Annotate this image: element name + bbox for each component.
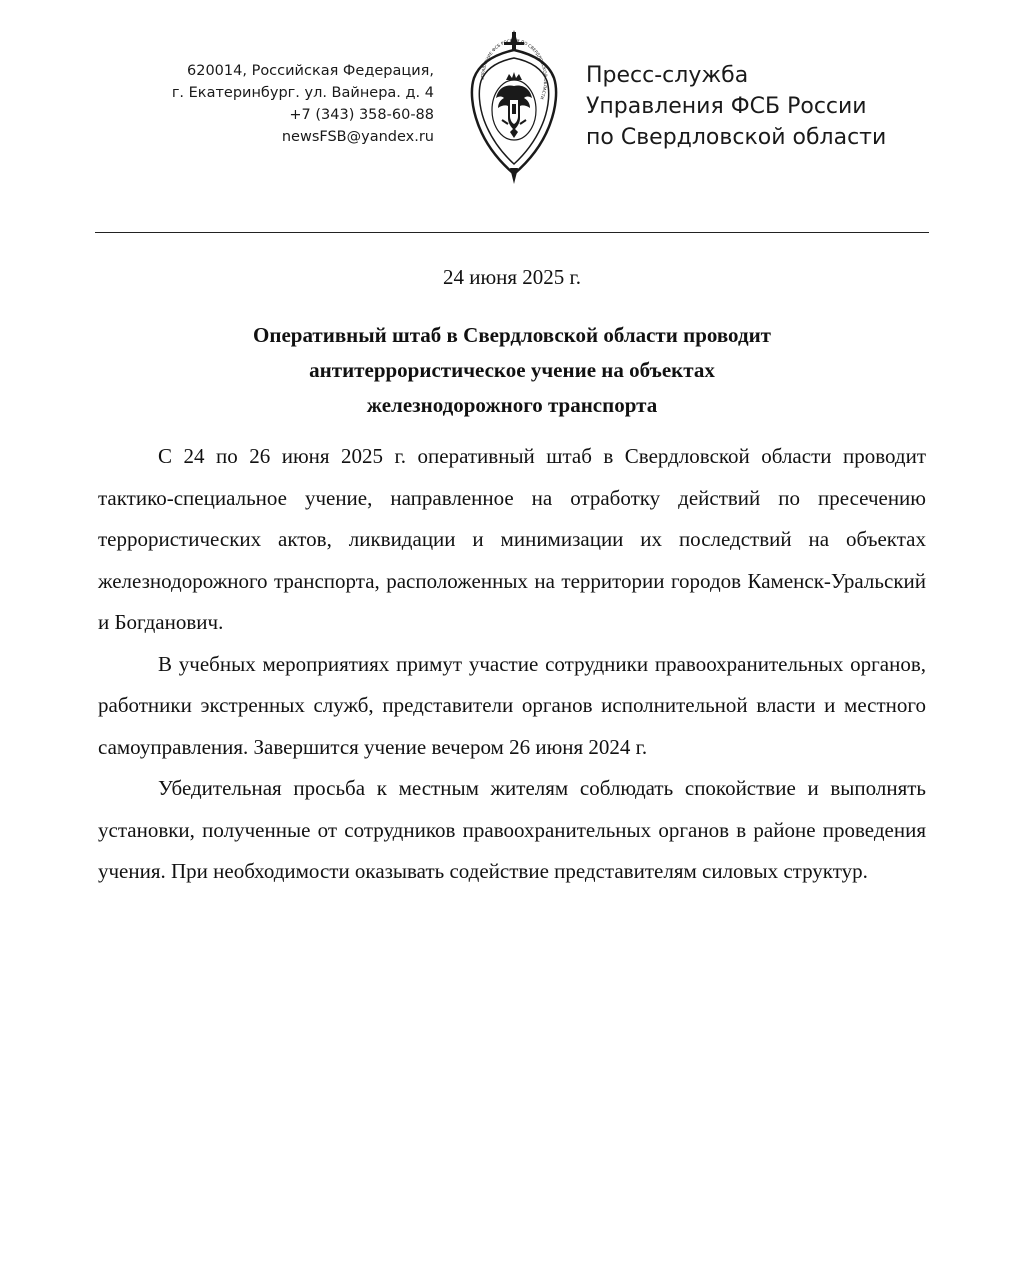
press-service-name — [586, 60, 886, 153]
title-line-3: железнодорожного транспорта — [366, 393, 658, 417]
document-body — [98, 436, 926, 893]
body-paragraph-1: С 24 по 26 июня 2025 г. оперативный штаб в Свердловской области проводит тактико-специальное учение, направленное на отработку действий по пресечению террористических актов, ликвидации и минимизации их последствий на объектах железнодорожного транспорта, расположенных на территории городов Каменск-Уральский и Богданович. — [98, 444, 926, 634]
title-line-2: антитеррористическое учение на объектах — [309, 358, 715, 382]
header-divider — [95, 232, 929, 233]
body-paragraph-2: В учебных мероприятиях примут участие сотрудники правоохранительных органов, работники экстренных служб, представители органов исполнительной власти и местного самоуправления. Завершится учение вечером 26 июня 2024 г. — [98, 651, 926, 759]
org-line-1: Пресс-служба — [586, 63, 749, 88]
address-line-1: 620014, Российская Федерация, — [187, 63, 434, 79]
email-address: newsFSB@yandex.ru — [281, 129, 434, 145]
org-line-3: по Свердловской области — [586, 125, 887, 150]
body-paragraph-3: Убедительная просьба к местным жителям соблюдать спокойствие и выполнять установки, полученные от сотрудников правоохранительных органов в районе проведения учения. При необходимости оказывать содействие представителям силовых структур. — [98, 776, 926, 883]
emblem-ring-text: УПРАВЛЕНИЕ ФСБ РОССИИ ПО СВЕРДЛОВСКОЙ ОБЛАСТИ — [479, 37, 549, 101]
title-line-1: Оперативный штаб в Свердловской области проводит — [253, 323, 771, 347]
org-line-2: Управления ФСБ России — [586, 94, 867, 119]
header-contacts — [120, 60, 434, 148]
document-title — [150, 318, 874, 423]
fsb-shield-emblem-icon — [466, 28, 562, 186]
address-line-2: г. Екатеринбург. ул. Вайнера. д. 4 — [171, 85, 434, 101]
document-date: 24 июня 2025 г. — [442, 265, 582, 289]
phone-number: +7 (343) 358-60-88 — [289, 107, 434, 123]
